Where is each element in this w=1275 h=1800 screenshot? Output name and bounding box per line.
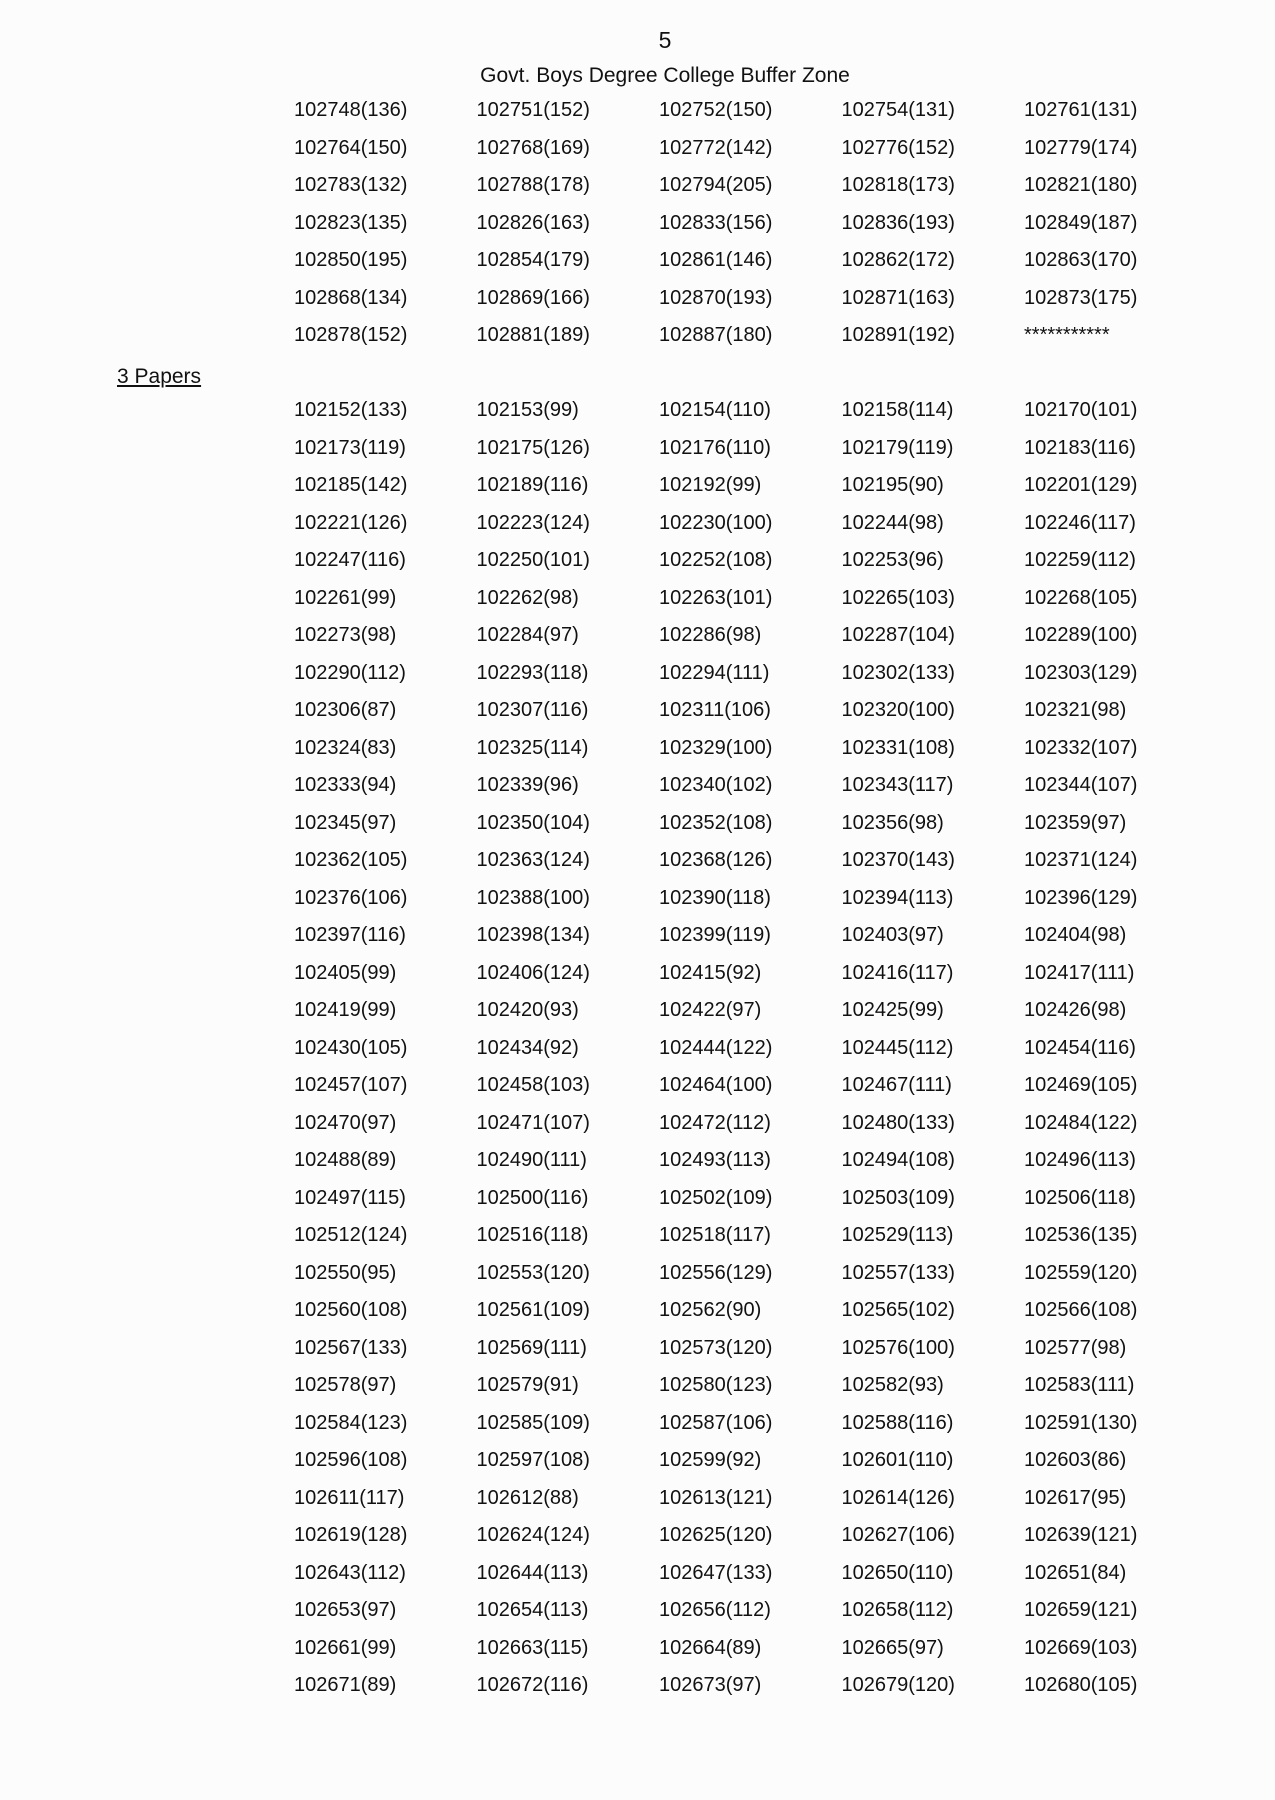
result-entry: 102658(112) — [841, 1599, 954, 1621]
result-entry: 102356(98) — [841, 811, 944, 834]
result-entry: 102671(89) — [294, 1674, 397, 1696]
result-entry: 102154(110) — [659, 399, 771, 421]
result-entry: 102244(98) — [841, 511, 944, 534]
result-entry: 102445(112) — [841, 1036, 954, 1059]
result-row — [294, 211, 1207, 249]
result-row — [294, 1261, 1207, 1299]
result-entry: 102370(143) — [841, 849, 955, 871]
result-entry: 102561(109) — [476, 1299, 590, 1321]
result-row — [294, 886, 1207, 924]
result-entry: 102195(90) — [841, 474, 944, 496]
result-entry: 102870(193) — [659, 286, 773, 309]
result-row — [294, 1486, 1207, 1524]
result-row — [294, 1223, 1207, 1261]
result-entry: 102390(118) — [659, 886, 771, 909]
result-entry: 102324(83) — [294, 736, 397, 759]
result-entry: 102627(106) — [841, 1524, 955, 1546]
result-entry: 102344(107) — [1024, 774, 1138, 796]
result-entry: 102669(103) — [1024, 1636, 1138, 1659]
result-entry: 102268(105) — [1024, 586, 1138, 609]
result-entry: 102661(99) — [294, 1636, 397, 1659]
result-entry: 102587(106) — [659, 1411, 773, 1434]
result-row — [294, 661, 1207, 699]
result-entry: 102562(90) — [659, 1299, 762, 1321]
result-entry: 102612(88) — [476, 1486, 579, 1509]
result-row — [294, 473, 1207, 511]
result-entry: 102644(113) — [476, 1561, 589, 1584]
result-entry: 102559(120) — [1024, 1261, 1138, 1284]
result-row — [294, 248, 1207, 286]
result-entry: 102761(131) — [1024, 99, 1138, 121]
result-entry: 102417(111) — [1024, 961, 1135, 984]
result-entry: 102656(112) — [659, 1599, 771, 1621]
result-entry: 102329(100) — [659, 736, 773, 759]
result-entry: 102556(129) — [659, 1261, 773, 1284]
result-row — [294, 1411, 1207, 1449]
result-entry: 102887(180) — [659, 324, 773, 346]
result-entry: 102307(116) — [476, 699, 589, 721]
result-entry: 102262(98) — [476, 586, 579, 609]
result-entry: 102611(117) — [294, 1486, 405, 1509]
result-entry: 102457(107) — [294, 1074, 408, 1096]
result-entry: 102588(116) — [841, 1411, 954, 1434]
result-entry: 102246(117) — [1024, 511, 1136, 534]
result-entry: 102350(104) — [476, 811, 590, 834]
result-entry: 102480(133) — [841, 1111, 955, 1134]
result-entry: 102259(112) — [1024, 549, 1136, 571]
result-entry: 102603(86) — [1024, 1449, 1127, 1471]
result-row — [294, 1636, 1207, 1674]
result-entry: 102654(113) — [476, 1599, 589, 1621]
result-entry: 102619(128) — [294, 1524, 408, 1546]
result-entry: 102599(92) — [659, 1449, 762, 1471]
result-entry: 102444(122) — [659, 1036, 773, 1059]
result-entry: 102863(170) — [1024, 249, 1138, 271]
result-entry: 102679(120) — [841, 1674, 955, 1696]
result-row — [294, 436, 1207, 474]
result-entry: 102617(95) — [1024, 1486, 1127, 1509]
result-entry: 102665(97) — [841, 1636, 944, 1659]
result-entry: 102553(120) — [476, 1261, 590, 1284]
result-entry: 102403(97) — [841, 924, 944, 946]
result-entry: 102560(108) — [294, 1299, 408, 1321]
result-row — [294, 1336, 1207, 1374]
result-row — [294, 773, 1207, 811]
result-entry: 102201(129) — [1024, 474, 1138, 496]
result-row — [294, 1073, 1207, 1111]
result-entry: 102176(110) — [659, 436, 771, 459]
result-entry: 102388(100) — [476, 886, 590, 909]
result-entry: 102868(134) — [294, 286, 408, 309]
result-entry: 102871(163) — [841, 286, 955, 309]
result-entry: 102419(99) — [294, 999, 397, 1021]
result-row — [294, 1148, 1207, 1186]
result-entry: 102536(135) — [1024, 1224, 1138, 1246]
result-entry: 102261(99) — [294, 586, 397, 609]
result-entry: 102873(175) — [1024, 286, 1138, 309]
result-entry: 102464(100) — [659, 1074, 773, 1096]
result-row — [294, 1186, 1207, 1224]
result-entry: 102343(117) — [841, 774, 954, 796]
result-entry: 102582(93) — [841, 1374, 944, 1396]
result-entry: 102591(130) — [1024, 1411, 1138, 1434]
result-entry: 102490(111) — [476, 1149, 587, 1171]
result-row — [294, 1111, 1207, 1149]
result-entry: 102362(105) — [294, 849, 408, 871]
result-entry: 102303(129) — [1024, 661, 1138, 684]
result-entry: 102567(133) — [294, 1336, 408, 1359]
result-entry: 102496(113) — [1024, 1149, 1136, 1171]
result-row — [294, 998, 1207, 1036]
result-entry: 102415(92) — [659, 961, 762, 984]
result-entry: 102263(101) — [659, 586, 773, 609]
result-entry: 102577(98) — [1024, 1336, 1127, 1359]
result-entry: 102680(105) — [1024, 1674, 1138, 1696]
result-entry: 102175(126) — [476, 436, 590, 459]
result-entry: 102550(95) — [294, 1261, 397, 1284]
result-row — [294, 1373, 1207, 1411]
result-row — [294, 286, 1207, 324]
result-entry: 102185(142) — [294, 474, 408, 496]
result-entry: 102152(133) — [294, 399, 408, 421]
result-entry: 102294(111) — [659, 661, 770, 684]
result-entry: 102426(98) — [1024, 999, 1127, 1021]
result-entry: 102779(174) — [1024, 136, 1138, 159]
result-entry: 102406(124) — [476, 961, 590, 984]
result-entry: 102396(129) — [1024, 886, 1138, 909]
result-row — [294, 173, 1207, 211]
result-entry: 102253(96) — [841, 549, 944, 571]
result-entry: 102597(108) — [476, 1449, 590, 1471]
result-entry: 102625(120) — [659, 1524, 773, 1546]
result-row — [294, 961, 1207, 999]
result-entry: 102772(142) — [659, 136, 773, 159]
result-entry: 102223(124) — [476, 511, 590, 534]
result-entry: 102470(97) — [294, 1111, 397, 1134]
result-entry: 102751(152) — [476, 99, 590, 121]
result-entry: 102578(97) — [294, 1374, 397, 1396]
result-entry: 102624(124) — [476, 1524, 590, 1546]
result-entry: 102469(105) — [1024, 1074, 1138, 1096]
result-entry: 102821(180) — [1024, 174, 1138, 196]
result-entry: 102663(115) — [476, 1636, 589, 1659]
result-entry: 102488(89) — [294, 1149, 397, 1171]
result-entry: 102394(113) — [841, 886, 954, 909]
result-entry: 102664(89) — [659, 1636, 762, 1659]
result-row — [294, 1036, 1207, 1074]
result-entry: 102752(150) — [659, 99, 773, 121]
result-entry: 102580(123) — [659, 1374, 773, 1396]
result-entry: 102425(99) — [841, 999, 944, 1021]
result-entry: 102397(116) — [294, 924, 406, 946]
result-entry: 102673(97) — [659, 1674, 762, 1696]
result-entry: 102794(205) — [659, 174, 773, 196]
result-row — [294, 136, 1207, 174]
section-label-3-papers: 3 Papers — [117, 365, 202, 388]
result-entry: 102557(133) — [841, 1261, 955, 1284]
result-entry: 102311(106) — [659, 699, 771, 721]
result-entry: 102854(179) — [476, 249, 590, 271]
result-row — [294, 1448, 1207, 1486]
result-entry: 102573(120) — [659, 1336, 773, 1359]
result-entry: 102363(124) — [476, 849, 590, 871]
result-entry: 102339(96) — [476, 774, 579, 796]
result-entry: 102284(97) — [476, 624, 579, 646]
result-entry: 102672(116) — [476, 1674, 589, 1696]
result-entry: 102422(97) — [659, 999, 762, 1021]
result-entry: 102861(146) — [659, 249, 773, 271]
results-grid-top — [294, 98, 1207, 361]
result-entry: 102579(91) — [476, 1374, 579, 1396]
result-entry: 102768(169) — [476, 136, 590, 159]
result-entry: 102192(99) — [659, 474, 762, 496]
result-entry: 102321(98) — [1024, 699, 1127, 721]
result-entry: 102252(108) — [659, 549, 773, 571]
result-entry: 102516(118) — [476, 1224, 589, 1246]
result-row — [294, 698, 1207, 736]
result-entry: 102404(98) — [1024, 924, 1127, 946]
result-row — [294, 398, 1207, 436]
result-entry: 102569(111) — [476, 1336, 587, 1359]
result-row — [294, 1673, 1207, 1711]
result-entry: 102359(97) — [1024, 811, 1127, 834]
result-entry: 102333(94) — [294, 774, 397, 796]
result-entry: 102647(133) — [659, 1561, 773, 1584]
result-entry: 102430(105) — [294, 1036, 408, 1059]
result-entry: 102639(121) — [1024, 1524, 1138, 1546]
result-row — [294, 1561, 1207, 1599]
result-entry: 102376(106) — [294, 886, 408, 909]
result-entry: 102290(112) — [294, 661, 406, 684]
result-row — [294, 848, 1207, 886]
result-entry: 102416(117) — [841, 961, 954, 984]
result-entry: 102293(118) — [476, 661, 589, 684]
result-entry: 102823(135) — [294, 211, 408, 234]
result-entry: 102332(107) — [1024, 736, 1138, 759]
result-entry: 102849(187) — [1024, 211, 1138, 234]
result-entry: 102458(103) — [476, 1074, 590, 1096]
result-entry: 102247(116) — [294, 549, 406, 571]
result-entry: 102891(192) — [841, 324, 955, 346]
result-entry: 102576(100) — [841, 1336, 955, 1359]
result-entry: 102869(166) — [476, 286, 590, 309]
result-entry: 102584(123) — [294, 1411, 408, 1434]
result-entry: 102881(189) — [476, 324, 590, 346]
result-entry: 102183(116) — [1024, 436, 1136, 459]
result-entry: 102472(112) — [659, 1111, 771, 1134]
result-entry: 102850(195) — [294, 249, 408, 271]
result-row — [294, 736, 1207, 774]
result-entry: 102484(122) — [1024, 1111, 1138, 1134]
result-entry: 102596(108) — [294, 1449, 408, 1471]
result-entry: 102179(119) — [841, 436, 954, 459]
result-entry: 102754(131) — [841, 99, 955, 121]
result-entry: 102818(173) — [841, 174, 955, 196]
result-entry: 102289(100) — [1024, 624, 1138, 646]
result-entry: 102331(108) — [841, 736, 955, 759]
result-entry: 102583(111) — [1024, 1374, 1135, 1396]
result-entry: 102601(110) — [841, 1449, 954, 1471]
result-entry: 102398(134) — [476, 924, 590, 946]
result-entry: 102862(172) — [841, 249, 955, 271]
result-entry: 102230(100) — [659, 511, 773, 534]
result-entry: 102434(92) — [476, 1036, 579, 1059]
result-entry: 102651(84) — [1024, 1561, 1127, 1584]
result-entry: 102250(101) — [476, 549, 590, 571]
result-entry: 102405(99) — [294, 961, 397, 984]
result-entry: 102153(99) — [476, 399, 579, 421]
result-entry: 102467(111) — [841, 1074, 952, 1096]
result-entry: 102170(101) — [1024, 399, 1138, 421]
result-entry: 102659(121) — [1024, 1599, 1138, 1621]
result-row — [294, 1298, 1207, 1336]
result-row — [294, 1523, 1207, 1561]
result-entry: 102286(98) — [659, 624, 762, 646]
result-entry: 102878(152) — [294, 324, 408, 346]
result-entry: 102836(193) — [841, 211, 955, 234]
result-entry: 102614(126) — [841, 1486, 955, 1509]
result-entry: 102788(178) — [476, 174, 590, 196]
result-entry: 102158(114) — [841, 399, 954, 421]
result-row — [294, 548, 1207, 586]
result-entry: 102221(126) — [294, 511, 408, 534]
result-entry: 102650(110) — [841, 1561, 954, 1584]
result-entry: 102506(118) — [1024, 1186, 1136, 1209]
result-entry: 102494(108) — [841, 1149, 955, 1171]
result-entry: 102518(117) — [659, 1224, 771, 1246]
result-entry: 102512(124) — [294, 1224, 408, 1246]
result-row — [294, 923, 1207, 961]
result-entry: 102265(103) — [841, 586, 955, 609]
results-grid-3-papers — [294, 398, 1207, 1711]
result-entry: 102420(93) — [476, 999, 579, 1021]
result-entry: 102368(126) — [659, 849, 773, 871]
result-row — [294, 811, 1207, 849]
result-entry: 102454(116) — [1024, 1036, 1136, 1059]
result-entry: 102585(109) — [476, 1411, 590, 1434]
result-entry: 102503(109) — [841, 1186, 955, 1209]
result-entry: 102826(163) — [476, 211, 590, 234]
result-entry: 102653(97) — [294, 1599, 397, 1621]
result-entry: 102502(109) — [659, 1186, 773, 1209]
result-entry: 102565(102) — [841, 1299, 955, 1321]
result-entry: 102340(102) — [659, 774, 773, 796]
result-entry: 102783(132) — [294, 174, 408, 196]
result-entry: 102189(116) — [476, 474, 589, 496]
result-entry: 102173(119) — [294, 436, 406, 459]
result-row — [294, 323, 1207, 361]
result-entry: 102325(114) — [476, 736, 589, 759]
result-entry: 102529(113) — [841, 1224, 954, 1246]
result-entry: 102493(113) — [659, 1149, 771, 1171]
result-entry: 102287(104) — [841, 624, 955, 646]
result-entry: 102306(87) — [294, 699, 397, 721]
result-entry: 102566(108) — [1024, 1299, 1138, 1321]
result-entry: *********** — [1024, 324, 1110, 346]
result-row — [294, 1598, 1207, 1636]
result-entry: 102748(136) — [294, 99, 408, 121]
result-row — [294, 586, 1207, 624]
result-entry: 102302(133) — [841, 661, 955, 684]
result-entry: 102371(124) — [1024, 849, 1138, 871]
result-entry: 102497(115) — [294, 1186, 406, 1209]
result-row — [294, 511, 1207, 549]
result-entry: 102471(107) — [476, 1111, 590, 1134]
result-entry: 102345(97) — [294, 811, 397, 834]
result-entry: 102643(112) — [294, 1561, 406, 1584]
page-heading: Govt. Boys Degree College Buffer Zone — [480, 64, 850, 87]
result-entry: 102764(150) — [294, 136, 408, 159]
result-entry: 102352(108) — [659, 811, 773, 834]
result-entry: 102500(116) — [476, 1186, 589, 1209]
result-entry: 102399(119) — [659, 924, 771, 946]
page-number: 5 — [658, 27, 672, 53]
result-entry: 102776(152) — [841, 136, 955, 159]
result-row — [294, 623, 1207, 661]
result-row — [294, 98, 1207, 136]
result-entry: 102613(121) — [659, 1486, 773, 1509]
result-entry: 102320(100) — [841, 699, 955, 721]
result-entry: 102273(98) — [294, 624, 397, 646]
result-entry: 102833(156) — [659, 211, 773, 234]
